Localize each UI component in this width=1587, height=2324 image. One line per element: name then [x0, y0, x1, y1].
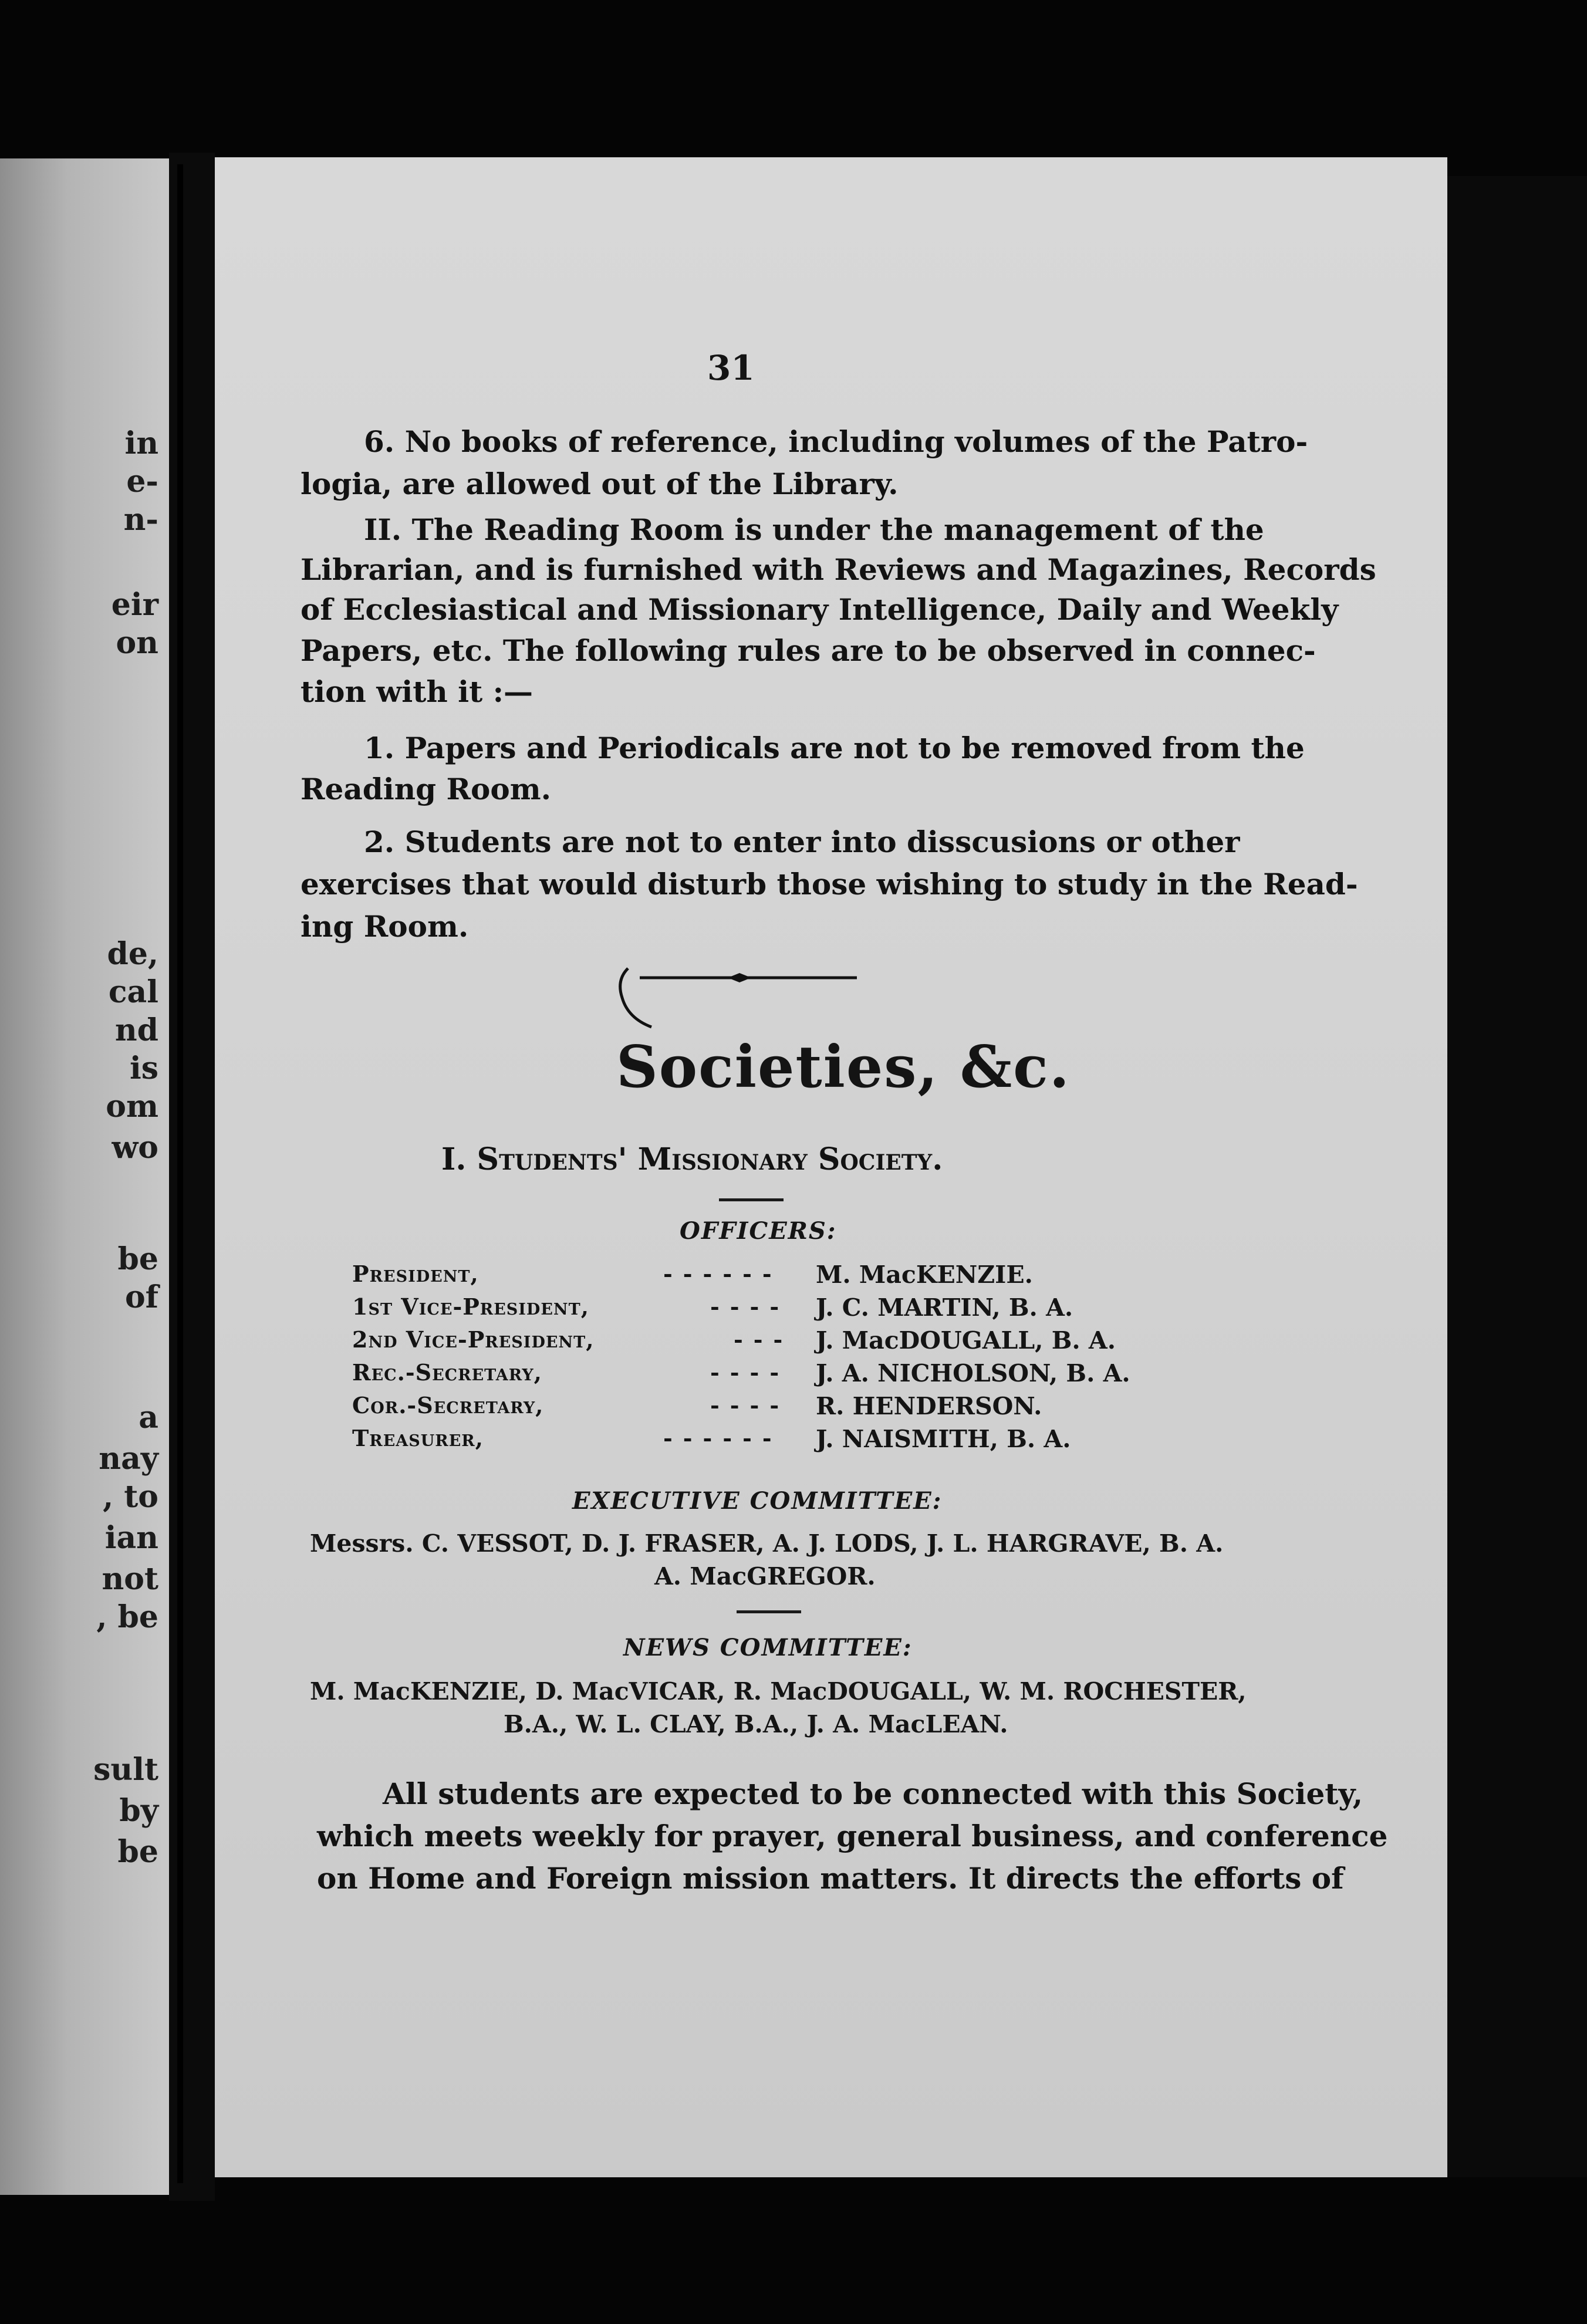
paragraph-line: which meets weekly for prayer, general business, and conference — [317, 1819, 1388, 1853]
left-page-text-fragment: by — [119, 1793, 158, 1829]
short-rule — [719, 1198, 784, 1201]
left-page-text-fragment: is — [129, 1050, 158, 1086]
leader-dots: ------ — [663, 1261, 782, 1287]
executive-members-line: A. MacGREGOR. — [654, 1562, 876, 1590]
left-page-fragment — [0, 158, 169, 2195]
left-page-text-fragment: cal — [108, 974, 158, 1010]
paragraph-line: 2. Students are not to enter into disscusions or other — [364, 825, 1240, 859]
executive-members-line: Messrs. C. VESSOT, D. J. FRASER, A. J. LODS, J. L. HARGRAVE, B. A. — [310, 1529, 1224, 1558]
paragraph-line: ing Room. — [300, 909, 469, 944]
gutter-binding-line — [177, 164, 183, 2183]
paragraph-line: of Ecclesiastical and Missionary Intelligence, Daily and Weekly — [300, 592, 1339, 627]
left-page-text-fragment: be — [117, 1241, 158, 1277]
officer-name: R. HENDERSON. — [816, 1392, 1042, 1420]
officer-row — [352, 1359, 1233, 1389]
officer-role: 2nd Vice-President, — [352, 1326, 595, 1353]
left-page-text-fragment: , be — [96, 1599, 158, 1635]
paragraph-line: All students are expected to be connected with this Society, — [383, 1776, 1363, 1811]
officer-row — [352, 1425, 1233, 1454]
left-page-text-fragment: be — [117, 1834, 158, 1870]
paragraph-line: 1. Papers and Periodicals are not to be removed from the — [364, 731, 1305, 765]
left-page-text-fragment: a — [139, 1400, 158, 1435]
officers-heading: OFFICERS: — [680, 1217, 837, 1245]
society-title: I. Students' Missionary Society. — [441, 1141, 943, 1177]
left-page-text-fragment: ian — [104, 1520, 158, 1556]
paragraph-line: Papers, etc. The following rules are to be observed in connec- — [300, 633, 1316, 668]
officer-row — [352, 1392, 1233, 1421]
officer-row — [352, 1326, 1233, 1356]
leader-dots: --- — [734, 1326, 794, 1353]
paragraph-line: Reading Room. — [300, 772, 552, 806]
officer-role: Rec.-Secretary, — [352, 1359, 542, 1386]
officer-row — [352, 1293, 1233, 1323]
page-gutter — [169, 153, 215, 2201]
officer-row — [352, 1261, 1233, 1290]
section-heading: Societies, &c. — [616, 1033, 1071, 1101]
officer-name: J. NAISMITH, B. A. — [816, 1425, 1071, 1453]
paragraph-line: exercises that would disturb those wishing to study in the Read- — [300, 867, 1358, 901]
ornament-divider — [605, 962, 874, 1033]
officer-role: Cor.-Secretary, — [352, 1392, 544, 1418]
page-number: 31 — [707, 348, 755, 388]
paragraph-line: 6. No books of reference, including volumes of the Patro- — [364, 424, 1308, 459]
left-page-text-fragment: de, — [107, 936, 158, 972]
left-page-text-fragment: of — [124, 1279, 158, 1315]
news-members-line: B.A., W. L. CLAY, B.A., J. A. MacLEAN. — [504, 1710, 1008, 1738]
officer-name: J. C. MARTIN, B. A. — [816, 1293, 1073, 1322]
right-margin-shadow — [1447, 176, 1587, 2177]
left-page-text-fragment: on — [116, 625, 158, 661]
officer-role: President, — [352, 1261, 479, 1287]
short-rule — [737, 1610, 801, 1613]
executive-committee-heading: EXECUTIVE COMMITTEE: — [572, 1487, 943, 1515]
leader-dots: ---- — [710, 1392, 790, 1418]
paragraph-line: on Home and Foreign mission matters. It directs the efforts of — [317, 1861, 1344, 1896]
paragraph-line: tion with it :— — [300, 674, 533, 709]
leader-dots: ---- — [710, 1359, 790, 1386]
left-page-text-fragment: in — [124, 425, 158, 461]
left-page-text-fragment: sult — [93, 1752, 158, 1788]
leader-dots: ---- — [710, 1293, 790, 1320]
left-page-text-fragment: wo — [112, 1130, 158, 1166]
officer-name: J. A. NICHOLSON, B. A. — [816, 1359, 1130, 1387]
paragraph-line: logia, are allowed out of the Library. — [300, 467, 899, 501]
left-page-text-fragment: , to — [103, 1479, 158, 1515]
news-committee-heading: NEWS COMMITTEE: — [623, 1634, 913, 1661]
left-page-text-fragment: e- — [126, 464, 158, 499]
paragraph-line: Librarian, and is furnished with Reviews and Magazines, Records — [300, 552, 1376, 587]
left-page-text-fragment: nd — [114, 1012, 158, 1048]
officer-role: 1st Vice-President, — [352, 1293, 589, 1320]
left-page-text-fragment: not — [102, 1561, 158, 1597]
officer-name: J. MacDOUGALL, B. A. — [816, 1326, 1116, 1354]
officer-role: Treasurer, — [352, 1425, 484, 1451]
left-page-text-fragment: om — [106, 1089, 158, 1124]
leader-dots: ------ — [663, 1425, 782, 1451]
left-page-text-fragment: eir — [111, 587, 158, 623]
left-page-text-fragment: nay — [99, 1441, 158, 1477]
left-page-text-fragment: n- — [123, 502, 158, 538]
paragraph-line: II. The Reading Room is under the management of the — [364, 512, 1264, 547]
officer-name: M. MacKENZIE. — [816, 1261, 1033, 1289]
news-members-line: M. MacKENZIE, D. MacVICAR, R. MacDOUGALL, W. M. ROCHESTER, — [310, 1677, 1247, 1705]
